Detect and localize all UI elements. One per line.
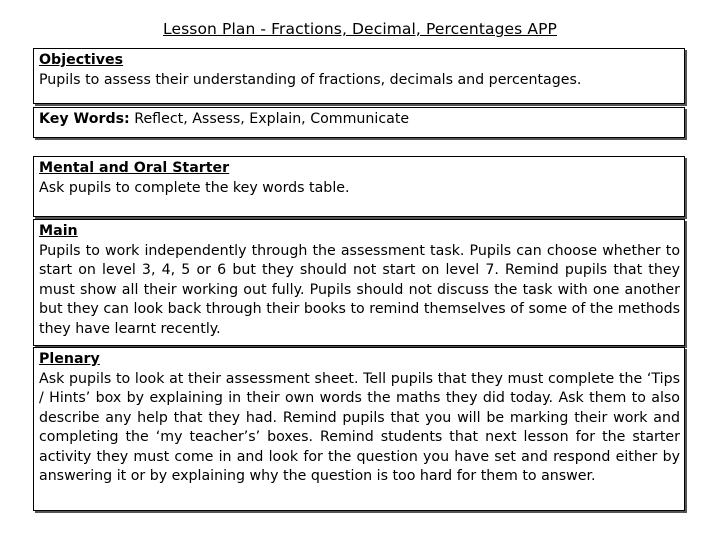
key-words-label: Key Words:: [39, 111, 130, 127]
plenary-box: [33, 347, 685, 511]
starter-box: [33, 156, 685, 217]
objectives-text: Pupils to assess their understanding of fractions, decimals and percentages.: [39, 71, 582, 88]
plenary-heading: Plenary: [39, 351, 100, 367]
main-text: Pupils to work independently through the assessment task. Pupils can choose whether to start on level 3, 4, 5 or 6 but they should not start on level 7. Remind pupils that they must show all their working out fully. Pupils should not discuss the task with one another but they can look back through their books to remind themselves of some of the methods they have learnt recently.: [39, 242, 680, 337]
main-box: [33, 219, 685, 346]
starter-text: Ask pupils to complete the key words table.: [39, 179, 350, 196]
objectives-box: [33, 48, 685, 104]
objectives-heading: Objectives: [39, 52, 124, 68]
plenary-text: Ask pupils to look at their assessment sheet. Tell pupils that they must complete the ‘Tips / Hints’ box by explaining in their own words the maths they did today. Ask them to also describe any help that they had. Remind pupils that you will be marking their work and completing the ‘my teacher’s’ boxes. Remind students that next lesson for the starter activity they must come in and look for the question you have set and respond either by answering it or by explaining why the question is too hard for them to answer.: [39, 370, 680, 484]
page-title: Lesson Plan - Fractions, Decimal, Percentages APP: [163, 20, 557, 38]
main-heading: Main: [39, 223, 78, 239]
starter-heading: Mental and Oral Starter: [39, 160, 230, 176]
key-words-box: [33, 107, 685, 138]
key-words-text: Reflect, Assess, Explain, Communicate: [134, 111, 410, 127]
